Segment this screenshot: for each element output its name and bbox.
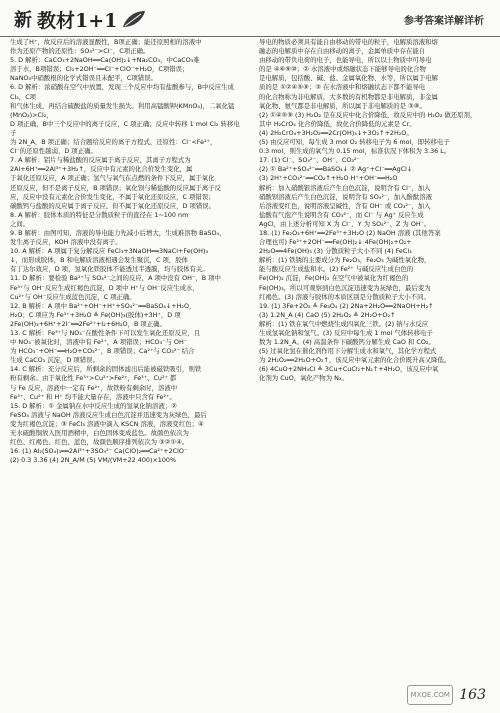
text-line: 融态的电解质中存在自由移动的离子，金属单质中存在能自 bbox=[259, 47, 426, 56]
text-line: H₂O；C 项应为 Fe³⁺+3H₂O ≜ Fe(OH)₃(胶体)+3H⁺，D 项 bbox=[10, 310, 181, 319]
text-line: 生成 CaCO₃ 沉淀，D 项错误。 bbox=[10, 356, 99, 365]
text-line: 的是 ④⑥⑨⑩；② 水溶液中或熔融状态下能够导电的化合物 bbox=[259, 65, 426, 74]
text-line: 0.3 mol，则生成的氧气为 0.15 mol，标准状况下体积为 3.36 L。 bbox=[259, 147, 451, 156]
text-line: 质的是 ①②④⑤⑨；③ 在水溶液中和熔融状态下都不能导电 bbox=[259, 83, 426, 92]
text-line: (3) 1.2N_A (4) CaO (5) 2H₂O₂ ≜ 2H₂O+O₂↑ bbox=[259, 310, 396, 319]
text-line: 生成了H⁺，故反应后的溶液显酸性，B项正确；能还原照相的溶液中 bbox=[10, 38, 202, 46]
text-line: 中 NO₃⁻被氧化时，溶液中有 Fe²⁺，A 项错误；HCO₃⁻与 OH⁻ bbox=[10, 338, 188, 347]
text-line: (2) 0.3 3.36 (4) 2N_A/M (5) VM/(VM+22 400)×100% bbox=[10, 456, 177, 465]
text-line: 13. C 解析：Fe³⁺与 NO₃⁻在酸性条件下可以发生氧化还原反应，且 bbox=[10, 329, 201, 337]
text-line: 变为红褐色沉淀；③ FeCl₃ 溶液中滴入 KSCN 溶液，溶液变红色；④ bbox=[10, 419, 204, 428]
text-line: 硝酸钡溶液后产生白色沉淀，说明含有 SO₄²⁻，加入酚酞溶液 bbox=[259, 192, 432, 201]
book-title: 教材1+1 bbox=[37, 9, 118, 32]
page-number: 163 bbox=[459, 687, 486, 703]
text-line: ↓，而形成胶体，B 和电解质溶液相遇会发生聚沉，C 项，胶体 bbox=[10, 256, 189, 265]
page-header bbox=[0, 0, 500, 37]
logo-mark: 新 bbox=[14, 10, 33, 31]
text-line: 解析：加入硝酸银溶液后产生白色沉淀，说明含有 Cl⁻，加入 bbox=[259, 183, 431, 192]
text-line: AgCl，由上述分析可知 X 为 Cl⁻、Y 为 SO₄²⁻、Z 为 OH⁻。 bbox=[259, 219, 431, 228]
text-line: 有丁达尔效应，D 项，氢氧化铁胶体不能透过半透膜，均与胶体有关。 bbox=[10, 265, 209, 274]
text-line: 解析：(1) 铁在氧气中燃烧生成四氧化三铁。(2) 钠与水反应 bbox=[259, 319, 429, 328]
text-line: Fe(OH)₃，所以可观察到白色沉淀迅速变为灰绿色，最后变为 bbox=[259, 283, 431, 292]
text-line: 的化合物称为非电解质，大多数的有机物都是非电解质，非金属 bbox=[259, 92, 438, 101]
text-line: (2) ①④⑤⑨ (3) H₂O₂ 是在反应中化合价降低，故反应中的 H₂O₂ 做还原剂， bbox=[259, 110, 477, 119]
text-line: (5) 由反应可知，每生成 3 mol O₂ 转移电子为 6 mol，即转移电子 bbox=[259, 138, 450, 147]
text-line: 导电的物质必须具有能自由移动的带电的粒子，电解质溶液和熔 bbox=[259, 38, 438, 46]
text-line: 后溶液变红色，说明溶液呈碱性，含有 OH⁻ 或 CO₃²⁻，加入 bbox=[259, 201, 431, 210]
text-line: 5. D 解析：CaCO₃+2NaOH══Ca(OH)₂↓+Na₂CO₃，中CaCO₃难 bbox=[10, 56, 200, 65]
text-line: (6) 4CuO+2NH₄Cl ≜ 3Cu+CuCl₂+N₂↑+4H₂O，该反应中氧 bbox=[259, 365, 439, 374]
text-line: 12. B 解析：A 项中 Ba²⁺+OH⁻+H⁺+SO₄²⁻══BaSO₄↓+H₂O， bbox=[10, 301, 196, 310]
text-line: 红褐色。(3) 溶液与胶体的本质区别是分散质粒子大小不同。 bbox=[259, 292, 430, 301]
leaf-icon bbox=[121, 9, 147, 29]
text-line: 2H₂O══4Fe(OH)₃ (3) 分散质粒子大小不同 (4) FeCl₃ bbox=[259, 247, 412, 256]
watermark-stamp: MXQE.COM bbox=[407, 685, 453, 705]
text-line: (2) ① Ba²⁺+SO₄²⁻══BaSO₄↓ ② Ag⁺+Cl⁻══AgCl↓ bbox=[259, 165, 413, 174]
text-line: 11. D 解析：要检验 Ba²⁺与 SO₄²⁻之间的反应，A 项中没有 OH⁻，B 项中 bbox=[10, 274, 221, 283]
text-line: 其中 H₂CrO₄ 化合价降低，故化合价降低的元素是 Cr。 bbox=[259, 119, 416, 128]
text-line: 2Fe(OH)₃+6H⁺+2I⁻══2Fe²⁺+I₂+6H₂O，B 项正确。 bbox=[10, 319, 166, 328]
book-logo bbox=[14, 4, 147, 34]
text-line: 2Al+6H⁺══2Al³⁺+3H₂↑，反应中有元素的化合价发生变化，属 bbox=[10, 165, 193, 174]
text-line: 还原反应，但不是离子反应，B 项错误；氧化钡与稀盐酸的反应属于离子反 bbox=[10, 183, 221, 192]
text-line: D 项正确，B中三个反应中的离子反应，C 项正确；反应中转移 1 mol Cl₂ 转移电子 bbox=[10, 119, 240, 137]
text-line: 17. (1) Cl⁻、SO₄²⁻、OH⁻、CO₃²⁻ bbox=[259, 156, 360, 165]
text-line: 氧化物、氨气都是非电解质，所以属于非电解质的是 ③⑧。 bbox=[259, 101, 426, 110]
text-line: 9. B 解析：由图可知，溶液的导电能力先减小后增大，生成难溶物 BaSO₄， bbox=[10, 228, 226, 237]
text-line: 红色、红褐色、红色、蓝色，故颜色顺序排列依次为 ③②①④。 bbox=[10, 438, 189, 447]
text-line: 解析：(1) 铁锈的主要成分为 Fe₂O₃，Fe₂O₃ 为碱性氧化物， bbox=[259, 256, 431, 265]
page-footer bbox=[407, 685, 486, 705]
text-line: 于氧化还原反应，A 项正确；氢气与氧气在点燃的条件下反应，属于氧化 bbox=[10, 174, 215, 183]
text-line: 作为还原产物的还原性：SO₃²⁻>Cl⁻，C项正确。 bbox=[10, 47, 150, 56]
text-line: 应，反应中没有元素化合价发生变化，不属于氧化还原反应，C 项错误； bbox=[10, 192, 215, 201]
text-line: 之间。 bbox=[10, 219, 30, 228]
text-line: FeSO₄ 溶液与 NaOH 溶液反应生成白色沉淀并迅速变为灰绿色，最后 bbox=[10, 410, 207, 419]
text-line: 15. D 解析：① 金属钠在水中反应生成的氢氧化钠溶液；② bbox=[10, 401, 177, 410]
text-line: 溶于水，B项错误；Cl₂+2OH⁻══Cl⁻+ClO⁻+H₂O，C项错误； bbox=[10, 65, 189, 74]
text-line: 为 2N_A，B 项正确；结合题给反应的离子方程式，还原性：Cl⁻<Fe²⁺， bbox=[10, 138, 217, 147]
text-line: 数为 1.2N_A。(4) 高温条件下碳酸钙分解生成 CaO 和 CO₂。 bbox=[259, 338, 435, 347]
text-line: 化剂为 CuO，氧化产物为 N₂。 bbox=[259, 374, 348, 383]
text-line: 生成氢氧化钠和氢气。(3) 反应中每生成 1 mol 气体转移电子 bbox=[259, 329, 433, 337]
text-line: Fe(OH)₂ 沉淀，Fe(OH)₂ 在空气中被氧化为红褐色的 bbox=[259, 274, 409, 283]
text-line: Cl⁻的还原性越弱，D 项正确。 bbox=[10, 147, 97, 156]
text-line: 10. A 解析：A 项属于复分解反应 FeCl₃+3NaOH══3NaCl+Fe(OH)₃ bbox=[10, 247, 209, 256]
text-line: Fe³⁺与 OH⁻反应生成红褐色沉淀，D 项中 H⁺与 OH⁻反应生成水， bbox=[10, 283, 199, 292]
text-line: 能与酸反应生成盐和水。(2) Fe²⁺ 与碱反应生成白色的 bbox=[259, 265, 414, 274]
text-line: 和气体生成，再结合硫酸盐的质量发生损失。利用高锰酸钾(KMnO₄)，二氧化锰(MnO₂)>Cl₂， bbox=[10, 101, 235, 119]
text-line: 19. (1) 3Fe+2O₂ ≜ Fe₃O₄ (2) 2Na+2H₂O══2NaOH+H₂↑ bbox=[259, 301, 434, 310]
text-line: 粉有剩余。由于氧化性 Fe³⁺>Cu²⁺>Fe²⁺，Fe³⁺、Cu²⁺ 都 bbox=[10, 374, 177, 383]
right-column bbox=[259, 38, 489, 384]
text-line: 是电解质，包括酸、碱、盐、金属氧化物、水等，所以属于电解 bbox=[259, 74, 438, 83]
text-line: 16. (1) Al₂(SO₄)₃══2Al³⁺+3SO₄²⁻ Ca(ClO)₂══Ca²⁺+2ClO⁻ bbox=[10, 447, 188, 456]
text-line: 合理也可) Fe²⁺+2OH⁻══Fe(OH)₂↓ 4Fe(OH)₂+O₂+ bbox=[259, 238, 412, 247]
text-line: 与 Fe 反应，溶液中一定有 Fe²⁺，故铁粉有剩余时，溶液中 bbox=[10, 383, 178, 392]
text-line: 8. A 解析：胶体本质的特征是分散质粒子的直径在 1~100 nm bbox=[10, 210, 189, 219]
section-label: 参考答案详解详析 bbox=[404, 16, 484, 27]
text-line: (4) 2H₂CrO₄+3H₂O₂══2Cr(OH)₃↓+3O₂↑+2H₂O。 bbox=[259, 128, 413, 137]
text-line: 发生离子反应，KOH 溶液中没有离子。 bbox=[10, 238, 122, 247]
text-line: 无水硫酸铜放入医用酒精中，白色固体变成蓝色。故颜色依次为 bbox=[10, 429, 189, 438]
text-line: Fe³⁺、Cu²⁺ 和 H⁺ 均不能大量存在，溶液中只含有 Fe²⁺。 bbox=[10, 392, 176, 401]
text-line: 7. A 解析：铝片与稀盐酸的反应属于离子反应，其离子方程式为 bbox=[10, 156, 191, 165]
text-line: 由移动的带负电荷的电子，也能导电，所以以上物质中可导电 bbox=[259, 56, 432, 65]
text-line: 为 HCO₃⁻+OH⁻══H₂O+CO₃²⁻，B 项错误；Ca²⁺与 CO₃²⁻ 结合 bbox=[10, 347, 195, 356]
left-column bbox=[10, 38, 240, 465]
text-line: (3) 2H⁺+CO₃²⁻══CO₂↑+H₂O H⁺+OH⁻══H₂O bbox=[259, 174, 398, 183]
text-line: NaNO₃中硝酸根的化学式错误且未配平，C项错误。 bbox=[10, 74, 157, 83]
text-line: Cu²⁺与 OH⁻反应生成蓝色沉淀，C 项正确。 bbox=[10, 292, 136, 301]
text-line: 18. (1) Fe₂O₃+6H⁺══2Fe³⁺+3H₂O (2) NaOH 溶液 (其他答案 bbox=[259, 228, 441, 237]
text-line: 为 2H₂O₂══2H₂O+O₂↑，该反应中氧元素的化合价既升高又降低。 bbox=[259, 356, 451, 365]
text-line: 碳酸钙与盐酸的反应属于离子反应，但不属于氧化还原反应，D 项错误。 bbox=[10, 201, 216, 210]
text-line: 14. C 解析：充分反应后，所剩余的固体滤出后能被磁铁吸引，则铁 bbox=[10, 365, 202, 374]
text-line: 盐酸有气泡产生说明含有 CO₃²⁻，而 Cl⁻ 与 Ag⁺ 反应生成 bbox=[259, 210, 424, 219]
text-line: 6. D 解析：浓硝酸在空气中放置，发现三个反应中均有盐酸参与，B中反应生成Cl₂，C项 bbox=[10, 83, 234, 101]
text-line: (5) 过氧化氢在催化剂作用下分解生成水和氧气，其化学方程式 bbox=[259, 347, 437, 356]
